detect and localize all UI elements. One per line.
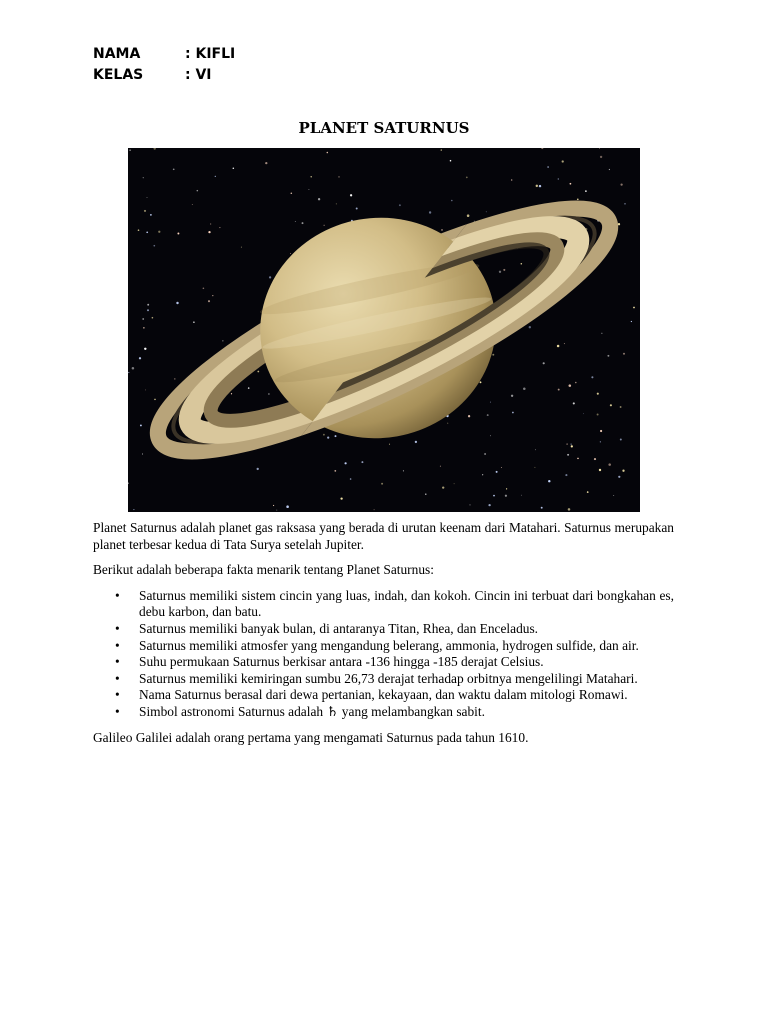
- star: [587, 491, 589, 493]
- star: [128, 372, 129, 373]
- star: [558, 389, 560, 391]
- facts-list: [93, 588, 674, 721]
- star: [570, 183, 572, 185]
- star: [523, 388, 526, 391]
- star: [146, 231, 148, 233]
- star: [222, 340, 223, 341]
- star: [468, 415, 470, 417]
- star: [327, 436, 329, 438]
- star: [344, 462, 346, 464]
- star: [425, 494, 426, 495]
- star: [620, 406, 622, 408]
- star: [493, 495, 495, 497]
- star: [276, 510, 277, 511]
- star: [356, 208, 358, 210]
- star: [150, 214, 152, 216]
- star: [177, 233, 179, 235]
- saturn-photo: [128, 148, 640, 512]
- star: [197, 190, 199, 192]
- star: [340, 497, 342, 499]
- star: [565, 474, 567, 476]
- star: [173, 168, 175, 170]
- star: [144, 348, 146, 350]
- star: [302, 222, 304, 224]
- star: [241, 247, 242, 248]
- star: [203, 288, 205, 290]
- bullet-icon: •: [115, 703, 120, 719]
- star: [265, 162, 267, 164]
- star: [607, 355, 609, 357]
- star: [577, 198, 579, 200]
- star: [233, 167, 235, 169]
- star: [286, 505, 289, 508]
- star: [335, 435, 337, 437]
- star: [620, 183, 622, 185]
- star: [268, 393, 270, 395]
- class-row: [93, 65, 235, 86]
- star: [609, 169, 610, 170]
- name-value: : KIFLI: [185, 46, 236, 62]
- star: [501, 467, 502, 468]
- bullet-icon: •: [115, 687, 120, 703]
- bullet-icon: •: [115, 654, 120, 670]
- star: [219, 227, 220, 228]
- star: [140, 424, 142, 426]
- star: [482, 474, 483, 475]
- star: [600, 430, 602, 432]
- star: [583, 413, 584, 414]
- closing-paragraph: Galileo Galilei adalah orang pertama yang mengamati Saturnus pada tahun 1610.: [93, 729, 529, 745]
- star: [618, 476, 620, 478]
- star: [336, 203, 337, 204]
- star: [248, 387, 250, 389]
- star: [511, 179, 512, 180]
- star: [487, 414, 489, 416]
- student-info: [93, 44, 235, 86]
- star: [488, 504, 490, 506]
- star: [334, 470, 336, 472]
- star: [291, 193, 293, 195]
- star: [571, 445, 573, 447]
- bullet-icon: •: [115, 637, 120, 653]
- star: [624, 203, 626, 205]
- star: [480, 381, 482, 383]
- star: [633, 307, 635, 309]
- list-item: • Saturnus memiliki atmosfer yang mengandung belerang, ammonia, hydrogen sulfide, dan air.: [115, 637, 639, 653]
- star: [208, 300, 210, 302]
- star: [585, 190, 587, 192]
- star: [610, 404, 612, 406]
- star: [327, 152, 329, 154]
- star: [599, 148, 600, 149]
- star: [153, 245, 155, 247]
- star: [573, 402, 575, 404]
- star: [143, 177, 144, 178]
- class-value: : VI: [185, 67, 212, 83]
- name-row: [93, 44, 235, 65]
- star: [193, 321, 195, 323]
- facts-intro: Berikut adalah beberapa fakta menarik tentang Planet Saturnus:: [93, 562, 434, 578]
- name-label: NAMA: [93, 46, 141, 62]
- star: [506, 488, 507, 489]
- star: [374, 509, 375, 510]
- star: [142, 454, 143, 455]
- star: [143, 327, 144, 328]
- star: [631, 321, 632, 322]
- star: [381, 483, 383, 485]
- page-title: PLANET SATURNUS: [298, 119, 470, 137]
- star: [273, 505, 274, 506]
- star: [623, 353, 625, 355]
- saturn-illustration: [128, 148, 640, 512]
- star: [174, 378, 176, 380]
- star: [521, 263, 523, 265]
- list-item: • Suhu permukaan Saturnus berkisar antara -136 hingga -185 derajat Celsius.: [115, 654, 544, 670]
- star: [212, 295, 213, 296]
- bullet-icon: •: [115, 620, 120, 636]
- star: [601, 333, 602, 334]
- star: [558, 178, 559, 179]
- star: [620, 439, 622, 441]
- star: [486, 211, 487, 212]
- star: [295, 221, 296, 222]
- star: [145, 389, 146, 390]
- star: [147, 304, 149, 306]
- star: [323, 434, 325, 436]
- star: [484, 453, 486, 455]
- star: [361, 461, 363, 463]
- star: [350, 194, 352, 196]
- star: [338, 176, 339, 177]
- star: [490, 435, 491, 436]
- star: [577, 458, 579, 460]
- star: [557, 345, 560, 348]
- star: [129, 149, 131, 151]
- star: [158, 231, 160, 233]
- article-body: [93, 520, 674, 746]
- star: [441, 229, 443, 231]
- star: [569, 384, 572, 387]
- star: [467, 214, 470, 217]
- star: [571, 444, 572, 445]
- star: [154, 399, 156, 401]
- star: [318, 198, 320, 200]
- star: [441, 149, 442, 150]
- star: [138, 229, 140, 231]
- star: [594, 458, 596, 460]
- star: [415, 441, 417, 443]
- star: [310, 176, 311, 177]
- star: [539, 185, 541, 187]
- star: [618, 223, 620, 225]
- star: [142, 318, 144, 320]
- star: [535, 449, 536, 450]
- star: [257, 468, 259, 470]
- star: [144, 210, 146, 212]
- star: [505, 495, 507, 497]
- star: [511, 395, 513, 397]
- star: [132, 367, 135, 370]
- star: [290, 253, 291, 254]
- star: [308, 189, 309, 190]
- class-label: KELAS: [93, 67, 144, 83]
- star: [575, 382, 577, 384]
- star: [469, 504, 470, 505]
- intro-paragraph: Planet Saturnus adalah planet gas raksasa yang berada di urutan keenam dari Matahari. Saturnus merupakan planet terbesar kedua di Tata Surya setelah Jupiter.: [93, 520, 674, 552]
- star: [541, 507, 543, 509]
- star: [215, 176, 216, 177]
- list-item: • Saturnus memiliki sistem cincin yang luas, indah, dan kokoh. Cincin ini terbuat dari bongkahan es, debu karbon, dan batu.: [115, 587, 674, 620]
- star: [399, 204, 401, 206]
- star: [622, 470, 624, 472]
- star: [210, 223, 211, 224]
- star: [499, 271, 501, 273]
- star: [176, 302, 178, 304]
- star: [451, 200, 453, 202]
- star: [568, 508, 571, 511]
- bullet-icon: •: [115, 587, 120, 603]
- star: [600, 156, 602, 158]
- star: [403, 470, 404, 471]
- star: [447, 423, 448, 424]
- star: [466, 176, 468, 178]
- star: [208, 231, 210, 233]
- star: [536, 185, 538, 187]
- list-item: • Simbol astronomi Saturnus adalah ♄ yang melambangkan sabit.: [115, 703, 485, 719]
- list-item: • Saturnus memiliki kemiringan sumbu 26,73 derajat terhadap orbitnya mengelilingi Matahari.: [115, 670, 638, 686]
- star: [597, 414, 599, 416]
- star: [152, 317, 154, 319]
- star: [429, 211, 431, 213]
- star: [534, 467, 535, 468]
- star: [133, 509, 134, 510]
- star: [597, 393, 599, 395]
- star: [490, 402, 491, 403]
- star: [608, 463, 611, 466]
- star: [231, 393, 232, 394]
- star: [567, 454, 569, 456]
- star: [529, 326, 531, 328]
- bullet-icon: •: [115, 670, 120, 686]
- star: [543, 362, 545, 364]
- list-item: • Saturnus memiliki banyak bulan, di antaranya Titan, Rhea, dan Enceladus.: [115, 620, 539, 636]
- star: [564, 343, 565, 344]
- star: [440, 466, 441, 467]
- star: [450, 160, 452, 162]
- star: [474, 221, 475, 222]
- list-item: • Nama Saturnus berasal dari dewa pertanian, kekayaan, dan waktu dalam mitologi Romawi.: [115, 687, 628, 703]
- star: [566, 443, 567, 444]
- star: [454, 483, 455, 484]
- star: [503, 269, 505, 271]
- star: [548, 480, 550, 482]
- star: [442, 486, 444, 488]
- star: [257, 371, 259, 373]
- star: [591, 376, 593, 378]
- star: [562, 160, 564, 162]
- star: [147, 197, 148, 198]
- star: [521, 495, 522, 496]
- star: [496, 471, 498, 473]
- star: [599, 469, 601, 471]
- star: [324, 225, 325, 226]
- star: [389, 444, 390, 445]
- star: [492, 354, 494, 356]
- star: [547, 166, 549, 168]
- star: [613, 495, 614, 496]
- star: [139, 357, 141, 359]
- star: [600, 441, 601, 442]
- star: [512, 412, 514, 414]
- star: [269, 276, 271, 278]
- star: [192, 204, 193, 205]
- star: [350, 478, 352, 480]
- star: [147, 309, 149, 311]
